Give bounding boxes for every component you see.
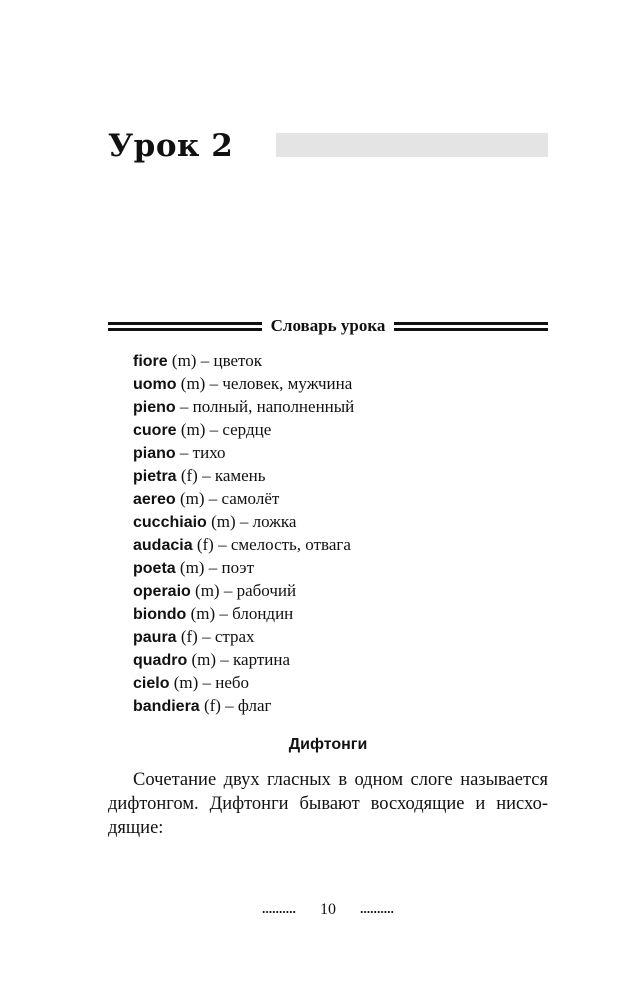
- vocab-gender: (f): [176, 627, 198, 646]
- vocab-translation: – сердце: [205, 420, 272, 439]
- vocab-translation: – камень: [197, 466, 266, 485]
- vocab-word: cuore: [133, 422, 177, 439]
- vocab-translation: – поэт: [204, 558, 254, 577]
- vocab-translation: – страх: [197, 627, 255, 646]
- vocab-gender: (m): [176, 374, 206, 393]
- vocab-translation: – тихо: [175, 443, 226, 462]
- vocab-entry: [133, 465, 354, 488]
- lesson-title: Урок 2: [108, 128, 234, 164]
- vocab-gender: (m): [176, 420, 206, 439]
- page-number: 10: [320, 901, 336, 918]
- vocab-gender: (m): [190, 581, 220, 600]
- vocab-word: fiore: [133, 353, 168, 370]
- vocab-gender: (m): [187, 650, 217, 669]
- vocab-translation: – самолёт: [204, 489, 280, 508]
- vocab-translation: – флаг: [220, 696, 272, 715]
- vocab-translation: – цветок: [196, 351, 263, 370]
- vocab-entry: [133, 534, 354, 557]
- vocab-translation: – полный, наполненный: [175, 397, 355, 416]
- vocab-entry: [133, 511, 354, 534]
- footer-dots-left: [262, 910, 296, 914]
- vocab-gender: (m): [186, 604, 216, 623]
- header-rule-left: [108, 322, 262, 331]
- vocabulary-header: [108, 314, 548, 338]
- vocab-word: poeta: [133, 560, 176, 577]
- vocab-translation: – смелость, отвага: [213, 535, 351, 554]
- vocab-word: pietra: [133, 468, 177, 485]
- vocab-word: cucchiaio: [133, 514, 207, 531]
- vocab-gender: (m): [206, 512, 236, 531]
- vocab-translation: – блондин: [215, 604, 294, 623]
- vocab-gender: (m): [169, 673, 199, 692]
- header-rule-right: [394, 322, 548, 331]
- vocab-entry: [133, 603, 354, 626]
- body-paragraph: Сочетание двух гласных в одном слоге называется дифтонгом. Дифтонги бывают восходящие и нисходящие:: [108, 770, 548, 838]
- vocab-entry: [133, 442, 354, 465]
- vocab-word: bandiera: [133, 698, 200, 715]
- vocab-entry: [133, 672, 354, 695]
- vocab-translation: – ложка: [235, 512, 297, 531]
- vocabulary-heading: Словарь урока: [270, 316, 386, 335]
- vocab-word: aereo: [133, 491, 176, 508]
- vocabulary-list: [133, 350, 354, 718]
- vocab-translation: – человек, мужчина: [205, 374, 353, 393]
- vocab-entry: [133, 396, 354, 419]
- vocab-entry: [133, 649, 354, 672]
- title-decor-bar: [276, 133, 548, 157]
- vocab-entry: [133, 350, 354, 373]
- vocab-gender: (f): [176, 466, 198, 485]
- vocab-entry: [133, 626, 354, 649]
- vocab-gender: (m): [175, 489, 205, 508]
- vocab-translation: – рабочий: [219, 581, 297, 600]
- vocab-gender: (m): [175, 558, 205, 577]
- vocab-entry: [133, 488, 354, 511]
- vocab-entry: [133, 419, 354, 442]
- footer-dots-right: [360, 910, 394, 914]
- vocab-word: paura: [133, 629, 177, 646]
- vocab-entry: [133, 557, 354, 580]
- section-heading: Дифтонги: [288, 736, 368, 753]
- vocab-word: quadro: [133, 652, 188, 669]
- vocab-gender: (f): [192, 535, 214, 554]
- vocab-word: pieno: [133, 399, 176, 416]
- page-footer: [108, 898, 548, 922]
- vocab-entry: [133, 695, 354, 718]
- vocab-translation: – картина: [216, 650, 291, 669]
- vocab-word: biondo: [133, 606, 187, 623]
- vocab-gender: (m): [167, 351, 197, 370]
- vocab-word: audacia: [133, 537, 193, 554]
- vocab-entry: [133, 580, 354, 603]
- vocab-word: uomo: [133, 376, 177, 393]
- vocab-entry: [133, 373, 354, 396]
- vocab-gender: (f): [199, 696, 221, 715]
- vocab-word: piano: [133, 445, 176, 462]
- vocab-word: cielo: [133, 675, 170, 692]
- vocab-word: operaio: [133, 583, 191, 600]
- vocab-translation: – небо: [198, 673, 250, 692]
